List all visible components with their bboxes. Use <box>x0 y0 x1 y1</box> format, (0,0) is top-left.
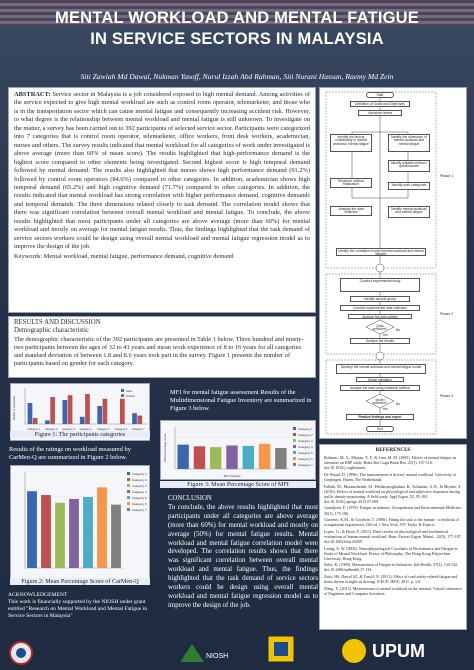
figure3-chart <box>160 420 316 480</box>
figure3-bar <box>275 448 286 469</box>
flow-yes-label-2: Yes <box>382 406 388 411</box>
figure1-bar <box>132 413 137 424</box>
figure1-tick-label: Category 3 <box>62 428 75 431</box>
title-line-2: IN SERVICE SECTORS IN MALAYSIA <box>90 30 384 48</box>
figure1-tick-label: Category 7 <box>131 428 145 431</box>
flow-goals: Definition of Goals and Objectives <box>350 101 410 107</box>
figure3-xlabel: MFI elements <box>223 474 241 478</box>
flow-experimental: Conduct experimental study <box>340 278 420 292</box>
figure3-bar <box>243 446 254 469</box>
niosh-logo-mark <box>176 640 236 666</box>
reference-item: Grandjean, E. (1979). Fatigue in industry. Occupational and Environmental Medicine, 36(3), 175-186. <box>324 505 462 516</box>
upum-logo-mark <box>340 636 450 666</box>
flow-no-label-2: No <box>395 401 401 406</box>
figure2-legend-label: Category 1 <box>132 472 147 476</box>
figure2-svg <box>11 466 151 578</box>
figure3-legend-swatch <box>293 457 296 460</box>
poster-title <box>10 8 464 50</box>
figure2-legend-label: Category 4 <box>132 490 147 494</box>
abstract-panel <box>8 87 316 313</box>
figure3-bar <box>259 444 270 469</box>
ack-heading: ACKNOWLEDGEMENT <box>8 592 68 598</box>
figure1-bar <box>68 395 73 424</box>
figure1-bar <box>97 406 102 424</box>
niosh-logo <box>176 640 236 666</box>
figure1-tick-label: Category 4 <box>79 428 93 431</box>
figure1-bar <box>80 417 85 424</box>
figure3-legend-label: Category 7 <box>298 463 313 467</box>
figure1-tick-label: Category 2 <box>44 428 58 431</box>
reference-item: Wang, X. (2013). Measurement of mental workload on the internal. VisionConference of Engineers and Computer Scientists. <box>324 585 462 596</box>
figure1-legend-label: Male <box>126 389 133 393</box>
flow-analysis: Analysis the data collected <box>330 206 372 216</box>
figure2-bar <box>97 487 107 568</box>
results-subheading: Demographic characteristic <box>14 327 89 335</box>
figure1-bar <box>28 403 33 424</box>
conclusion-text: To conclude, the above results highlighted that most participants under all categories are above average (more than 60%) for mental workload and mostly on average (50%) for mental fatigue results. Mental workload and mental fatigue correlation model were developed. The correlation results shows that there was significant correlation between overall mental workload and mental fatigue. Thus, the findings highlighted that the task demand of service sectors workers could be design using overall mental workload and mental fatigue regression model as to improve the design of the job. <box>168 503 318 609</box>
ack-text: This work is financially supported by the NIOSH under grant entitled "Research on Mental Workload and Mental Fatigue in Service Sectors in Malaysia" <box>8 599 148 619</box>
methodology-flowchart <box>319 87 467 439</box>
figure3-legend-swatch <box>293 427 296 430</box>
flow-finalize: Finalize findings and report <box>346 414 414 420</box>
figure2-bar <box>55 503 65 568</box>
results-text: The demographic characteristic of the 392 participants are presented in Table 1 below. Three hundred and ninety-two participants between the ages of 32 to 41 years and mean work experience of 8 to 16 years for all categories and standard deviation of between 1.8 and 8.6 years took part in the survey. Figure 1 presents the number of participants based on gender for each category. <box>14 335 304 368</box>
figure3-bar <box>210 447 221 469</box>
figure2-legend-label: Category 5 <box>132 496 147 500</box>
figure2-bar <box>83 497 93 568</box>
figure2-legend-swatch <box>127 472 130 475</box>
figure1-bar <box>120 399 125 424</box>
figure1-svg <box>11 384 151 432</box>
figure2-caption: Figure 2: Mean Percentage Score of CarMen-Q <box>10 578 150 585</box>
conclusion-section <box>168 495 318 611</box>
flow-literature: Literature review <box>358 110 402 116</box>
figure1-bar <box>137 416 142 424</box>
connector-b <box>376 352 384 360</box>
figure1-legend-label: Female <box>126 394 135 398</box>
figure2-bar <box>27 491 37 568</box>
figure3-legend-swatch <box>293 433 296 436</box>
title-line-1: MENTAL WORKLOAD AND MENTAL FATIGUE <box>55 9 419 27</box>
flow-yes-label-1: Yes <box>382 332 388 337</box>
flow-data-sufficient-label: Data sufficient? <box>372 323 388 332</box>
reference-item: Lopez, G., & Hoon, P. (2011). Brief review on physiological and biochemical evaluations of human mental workload. Hum. Factors Ergon. Manuf., 22(3), 177-187. doi:10.1002/hfm.20269. <box>324 528 462 544</box>
flow-correlation: Identify the correlation model (mental workload and mental fatigue) <box>336 248 426 256</box>
flow-dimensions: Identify the dimension of mental workload and mental fatigue <box>388 134 430 152</box>
flow-sample: Identify sample group <box>350 296 410 302</box>
flow-results: Analyse the results <box>350 338 410 344</box>
reference-item: De Waard, D. (1996). The measurement of drivers' mental workload. University of Groningen, Haren, The Netherlands. <box>324 471 457 482</box>
figure3-bar <box>177 445 188 469</box>
figure1-bar <box>103 399 108 424</box>
flow-statistical: Analyse the data using statistical method <box>340 385 420 391</box>
reference-item: Guerrero, K.M., & Goodwin, T. (1986). Fitting the task to the human - a textbook of occupational ergonomics, (5th ed.). New York, NY: Taylor & Francis. <box>324 517 459 528</box>
figure1-legend-swatch <box>121 394 124 397</box>
flow-validity: Analyse the data validity <box>348 314 412 319</box>
phase-2-label: Phase 2 <box>440 312 454 316</box>
reference-item: Sales, K. (1999). Measurement of Fatigue in Industries. Ind Health, 37(2), 134-142. doi:10.2486/indhealth.37.134. <box>324 562 458 573</box>
figure1-tick-label: Category 5 <box>97 428 110 431</box>
figure1-bar <box>62 400 67 424</box>
figure1-bar <box>85 394 90 424</box>
upum-logo-text: UPUM <box>372 641 425 661</box>
reference-item: Leung, A. W. (2004). Neurophysiological Correlates of Performance and Fatigue in Study of Mental Workload. Doctor of Philosophy, The Hong Kong Polytechnic University, Hong Kong. <box>324 545 458 561</box>
figure2-legend-label: Category 7 <box>132 508 147 512</box>
figure2-legend-label: Category 6 <box>132 502 147 506</box>
flow-end: End <box>366 426 394 432</box>
figure3-legend-swatch <box>293 445 296 448</box>
figure3-legend-swatch <box>293 439 296 442</box>
figure2-chart <box>10 465 150 579</box>
figure1-bar <box>50 397 55 424</box>
reference-item: Zeitz, HS, Dawal SZ, & Yusoff, N. (2011). Effect of road safety-related fatigue and hours driven at night on driving. ICECE, IEEE; 2011. p. 1-6. <box>324 574 458 585</box>
left-logo-mark <box>8 640 68 666</box>
figure3-bar <box>226 445 237 469</box>
keywords: Keywords: Mental workload, mental fatigue, performance demand, cognitive demand <box>14 252 234 260</box>
acknowledgement <box>8 592 160 620</box>
flow-work-categories: Identify work categories <box>388 182 430 190</box>
figure1-tick-label: Category 1 <box>27 428 41 431</box>
figure3-legend-label: Category 2 <box>298 433 313 437</box>
university-logo <box>246 634 316 666</box>
abstract-label: ABSTRACT: <box>14 91 51 98</box>
flow-collection: Conduct experimental data collection <box>340 305 420 311</box>
authors-line: Siti Zawiah Md Dawal, Nukman Yusoff, Nurul Izzah Abd Rahman, Siti Nurani Hassan, Raemy Md Zein <box>80 72 394 81</box>
figure3-legend-label: Category 5 <box>298 451 313 455</box>
reference-item: Bohanec, M. A., Mejean, Y. F., & Lam, M. M. (2005). Effects of mental fatigue on attention: an ERP study. Brain Res Cogn Brain Res, 25(1), 107-116. doi:10.1016/j.cogbrainres. <box>324 455 457 471</box>
figure2-legend-swatch <box>127 508 130 511</box>
figure3-legend-swatch <box>293 463 296 466</box>
figure1-caption: Figure 1: The participants categories <box>10 431 150 438</box>
figure2-legend-label: Category 3 <box>132 484 147 488</box>
connector-a <box>376 264 384 272</box>
university-logo-mark <box>246 634 316 666</box>
niosh-logo-text: NIOSH <box>206 653 229 660</box>
upum-logo <box>340 636 450 666</box>
results-panel <box>8 316 316 378</box>
figure3-legend-label: Category 6 <box>298 457 313 461</box>
flow-finalization: Research method finalization <box>330 178 372 188</box>
figure2-legend-swatch <box>127 496 130 499</box>
figure2-legend-swatch <box>127 478 130 481</box>
left-logo <box>8 640 68 666</box>
figure3-ylabel: Mean Percentage Score <box>163 433 167 463</box>
figure1-bar <box>45 420 50 424</box>
flow-identify-mwl: Identify mental workload and mental fatigue <box>388 206 430 218</box>
flow-method: Identify suitable method / questionnaire <box>388 160 430 172</box>
figure3-legend-label: Category 1 <box>298 427 313 431</box>
figure1-bar <box>33 418 38 424</box>
figure2-legend-swatch <box>127 484 130 487</box>
figure1-ylabel: Number of participants <box>13 395 16 421</box>
references-panel <box>319 444 467 630</box>
figure2-legend-swatch <box>127 490 130 493</box>
figure1-tick-label: Category 6 <box>114 428 128 431</box>
flow-no-label-1: No <box>395 327 401 332</box>
figure3-legend-label: Category 4 <box>298 445 313 449</box>
references-heading: REFERENCES <box>375 447 411 453</box>
figure2-legend-label: Category 2 <box>132 478 147 482</box>
figure3-caption: Figure 3: Mean Percentage Score of MFI <box>160 481 316 488</box>
flow-develop-model: Develop the mental workload and mental fatigue model <box>336 364 426 374</box>
results-heading: RESULTS AND DISCUSSION <box>14 319 101 326</box>
carmen-text: Results of the ratings on workload measured by CarMen-Q are summarized in Figure 2 below. <box>9 446 131 461</box>
figure3-bar <box>194 446 205 469</box>
figure2-bar <box>111 505 121 568</box>
flow-start: Start <box>366 92 394 98</box>
figure2-legend-swatch <box>127 502 130 505</box>
flow-validation: Model validation <box>356 377 404 382</box>
phase-3-label: Phase 3 <box>440 394 454 398</box>
figure2-bar <box>69 499 79 568</box>
phase-1-label: Phase 1 <box>440 174 454 178</box>
figure1-legend-swatch <box>121 389 124 392</box>
references-list <box>324 455 462 596</box>
abstract-text: Service sector in Malaysia is a job considered exposed to high mental demand. Among activities of the service expected to give high mental workload are such as control room operator, telemarketer, and those who is in the transportation sector which can cause mental fatigue and consequently increasing accident risk. However, to what degree is the relationship between mental workload and mental fatigue is still unknown. To investigate on the matter, a survey has been carried out to 392 participants of selected service sector. Participants were categorized into 7 categories that is control room operator, telemarketer, office workers, front desk workers, academician, nurses and others. The survey results indicated that mental workload for all categories of work under investigated is above average (more than 60% of mean score). The results highlighted that high-performance demand is the highest score compared to other elements being investigated. Second highest score is high temporal demand followed by mental demand. The results also highlighted that nurses shows high performance demand (91.2%) followed by control room operators (84.6%) compared to other categories. In addition, academician shows high temporal demand (65.2%) and high cognitive demand (71.7%) compared to other categories. In addition, the results indicated that mental workload has strong correlation with higher performance demand, cognitive demands and temporal demands. The three dimensions related closely to task demand. The correlation model shows that there was significant correlation between overall mental workload and mental fatigue. To conclude, the above results highlighted that most participants under all categories are above average (more than 60%) for mental workload and mostly on average for mental fatigue results. Thus, the findings highlighted that the task demand of service sectors workers could be design using overall mental workload and mental fatigue regression model as to improve the design of the job. <box>14 91 310 251</box>
flow-factors: Identify the factors contributing to mental workload, mental fatigue <box>330 134 372 152</box>
figure3-svg <box>161 421 317 479</box>
figure2-bar <box>41 495 51 568</box>
flow-model-sufficient-label: Model sufficient? <box>372 397 388 406</box>
reference-item: Fallahi, M., Motamedzade, M., Heidarimoghadam, R., Soltanian, A. R., & Miyake, S. (2016). Effects of mental workload on physiological and subjective responses during traffic density monitoring: A field study. Appl Ergon, 52, 95-103. doi:10.1016/j.apergo.2015.07.009. <box>324 483 462 504</box>
conclusion-heading: CONCLUSION <box>168 495 212 502</box>
figure3-legend-swatch <box>293 451 296 454</box>
mfi-text: MFI for mental fatigue assessment Results of the Multidimensional Fatigue Inventory are summarized in Figure 3 below. <box>170 389 312 412</box>
figure3-legend-label: Category 3 <box>298 439 313 443</box>
